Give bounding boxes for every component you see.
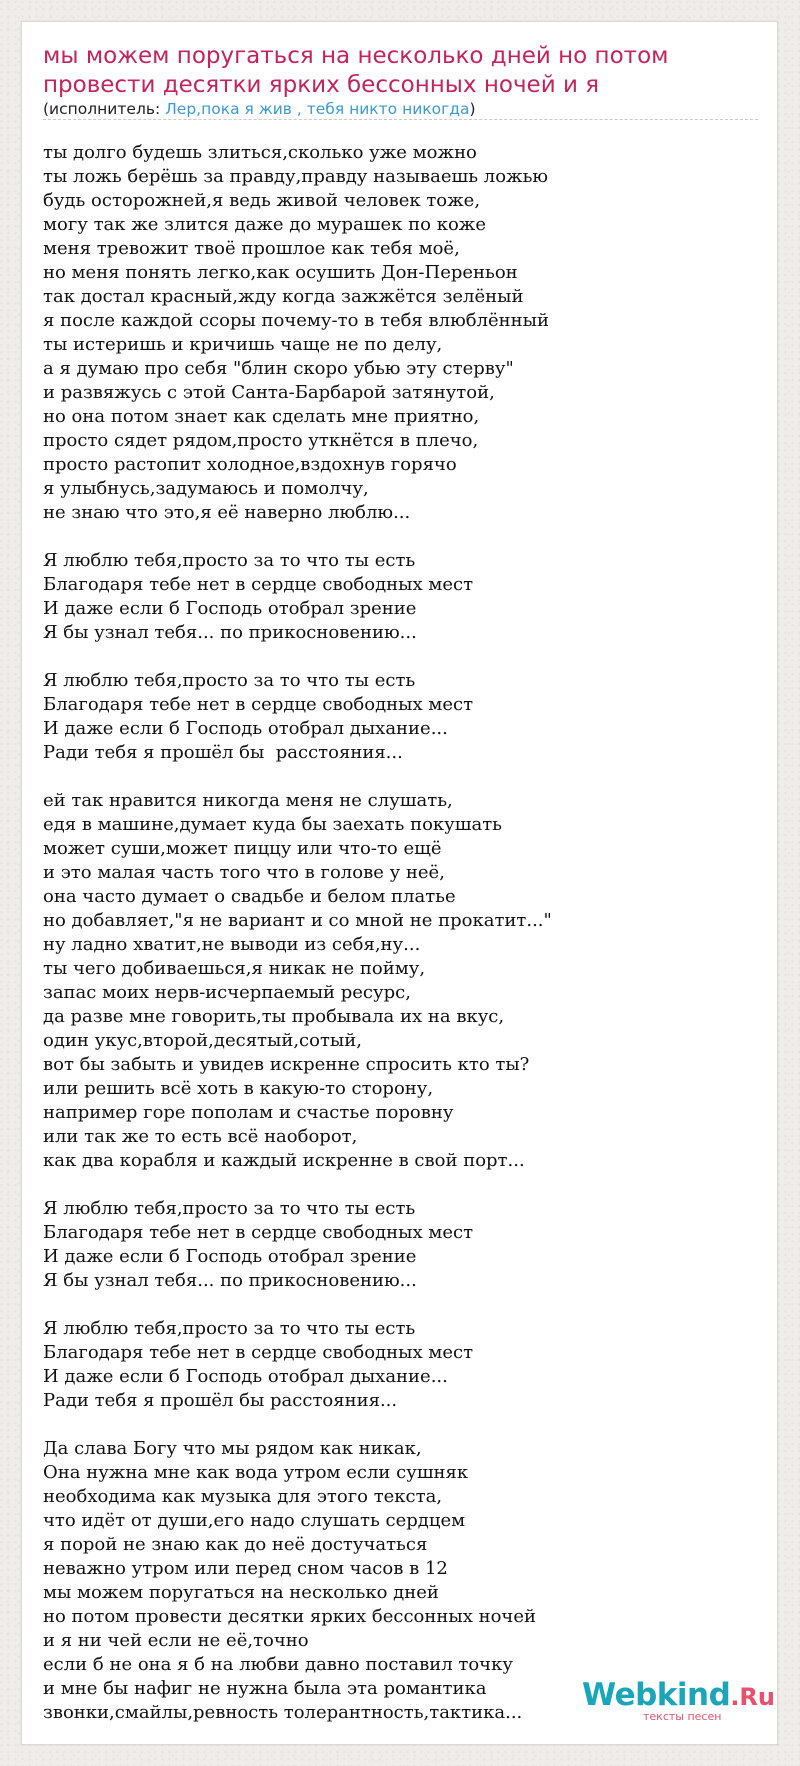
artist-prefix: (исполнитель: <box>43 100 166 118</box>
artist-link[interactable]: Лер,пока я жив , тебя никто никогда <box>165 100 470 118</box>
logo-tld: .Ru <box>730 1683 775 1711</box>
artist-line <box>43 100 476 118</box>
logo-tagline: тексты песен <box>643 1710 722 1723</box>
artist-suffix: ) <box>469 100 476 118</box>
logo-main-text: Webkind <box>582 1677 731 1713</box>
lyrics-card <box>21 21 778 1745</box>
dashed-divider <box>43 119 758 120</box>
site-logo[interactable] <box>561 1677 775 1727</box>
lyrics-text: ты долго будешь злиться,сколько уже можно ты ложь берёшь за правду,правду называешь ложью будь осторожней,я ведь живой человек тоже, могу так же злится даже до мурашек по коже меня тревожит твоё прошлое как тебя моё, но меня понять легко,как осушить Дон-Переньон так достал красный,жду когда зажжётся зелёный я после каждой ссоры почему-то в тебя влюблённый ты истеришь и кричишь чаще не по делу, а я думаю про себя "блин скоро убью эту стерву" и развяжусь с этой Санта-Барбарой затянутой, но она потом знает как сделать мне приятно, просто сядет рядом,просто уткнётся в плечо, просто растопит холодное,вздохнув горячо я улыбнусь,задумаюсь и помолчу, не знаю что это,я её наверно люблю... Я люблю тебя,просто за то что ты есть Благодаря тебе нет в сердце свободных мест И даже если б Господь отобрал зрение Я бы узнал тебя... по прикосновению... Я люблю тебя,просто за то что ты есть Благодаря тебе нет в сердце свободных мест И даже если б Господь отобрал дыхание... Ради тебя я прошёл бы расстояния... ей так нравится никогда меня не слушать, едя в машине,думает куда бы заехать покушать может суши,может пиццу или что-то ещё и это малая часть того что в голове у неё, она часто думает о свадьбе и белом платье но добавляет,"я не вариант и со мной не прокатит..." ну ладно хватит,не выводи из себя,ну... ты чего добиваешься,я никак не пойму, запас моих нерв-исчерпаемый ресурс, да разве мне говорить,ты пробывала их на вкус, один укус,второй,десятый,сотый, вот бы забыть и увидев искренне спросить кто ты? или решить всё хоть в какую-то сторону, например горе пополам и счастье поровну или так же то есть всё наоборот, как два корабля и каждый искренне в свой порт... Я люблю тебя,просто за то что ты есть Благодаря тебе нет в сердце свободных мест И даже если б Господь отобрал зрение Я бы узнал тебя... по прикосновению... Я люблю тебя,просто за то что ты есть Благодаря тебе нет в сердце свободных мест И даже если б Господь отобрал дыхание... Ради тебя я прошёл бы расстояния... Да слава Богу что мы рядом как никак, Она нужна мне как вода утром если сушняк необходима как музыка для этого текста, что идёт от души,его надо слушать сердцем я порой не знаю как до неё достучаться неважно утром или перед сном часов в 12 мы можем поругаться на несколько дней но потом провести десятки ярких бессонных ночей и я ни чей если не её,точно если б не она я б на любви давно поставил точку и мне бы нафиг не нужна была эта романтика звонки,смайлы,ревность толерантность,тактика... <box>43 142 552 1723</box>
page-title: мы можем поругаться на несколько дней но потом провести десятки ярких бессонных ночей и я <box>43 43 669 98</box>
